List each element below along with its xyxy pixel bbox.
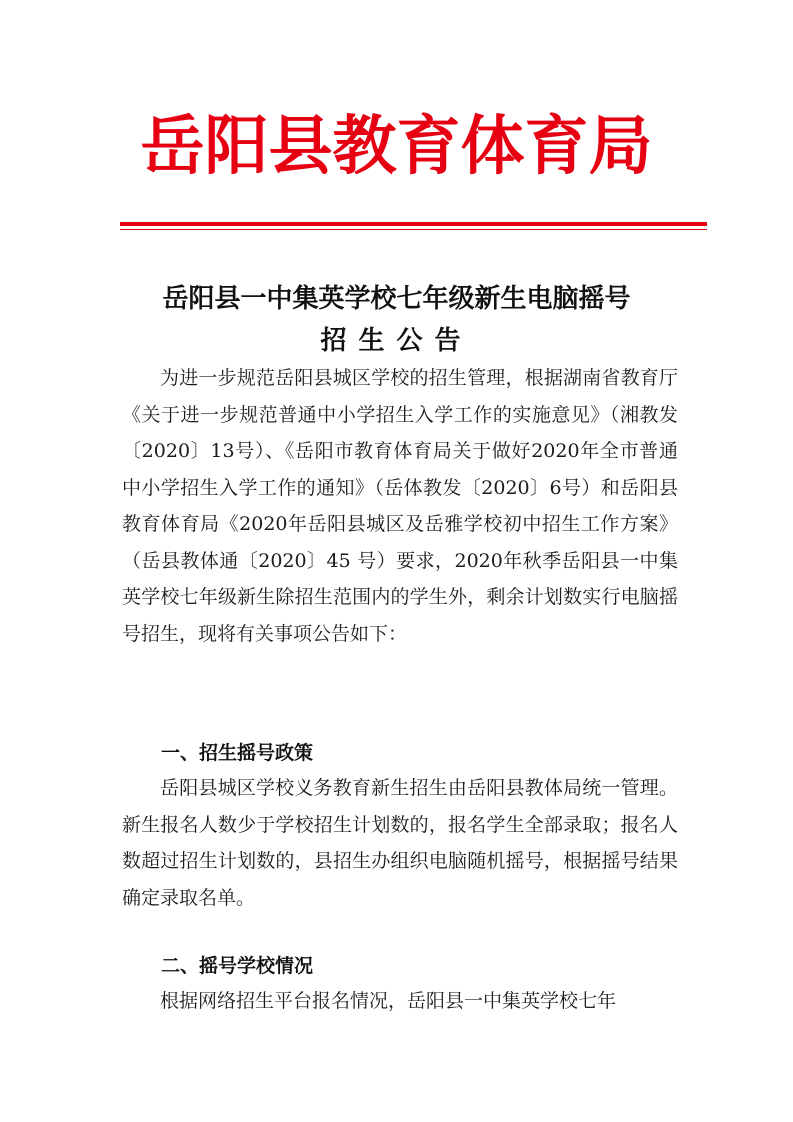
section-heading-2: 二、摇号学校情况 bbox=[161, 955, 314, 977]
section-heading-1: 一、招生摇号政策 bbox=[161, 742, 314, 764]
document-title-line-1: 岳阳县一中集英学校七年级新生电脑摇号 bbox=[162, 284, 631, 314]
section-2-paragraph: 根据网络招生平台报名情况，岳阳县一中集英学校七年 bbox=[160, 990, 617, 1012]
red-divider-thin bbox=[120, 229, 707, 230]
document-title-line-2: 招生公告 bbox=[320, 326, 473, 356]
intro-paragraph: 为进一步规范岳阳县城区学校的招生管理，根据湖南省教育厅《关于进一步规范普通中小学招生入学工作的实施意见》（湘教发〔2020〕13号）、《岳阳市教育体育局关于做好2020年全市普通中小学招生入学工作的通知》（岳体教发〔2020〕6号）和岳阳县教育体育局《2020年岳阳县城区及岳雅学校初中招生工作方案》（岳县教体通〔2020〕45 号）要求，2020年秋季岳阳县一中集英学校七年级新生除招生范围内的学生外，剩余计划数实行电脑摇号招生，现将有关事项公告如下： bbox=[122, 367, 678, 645]
red-divider-thick bbox=[120, 222, 707, 226]
masthead-title: 岳阳县教育体育局 bbox=[140, 110, 653, 184]
section-1-paragraph: 岳阳县城区学校义务教育新生招生由岳阳县教体局统一管理。新生报名人数少于学校招生计划数的，报名学生全部录取；报名人数超过招生计划数的，县招生办组织电脑随机摇号，根据摇号结果确定录取名单。 bbox=[122, 777, 678, 909]
